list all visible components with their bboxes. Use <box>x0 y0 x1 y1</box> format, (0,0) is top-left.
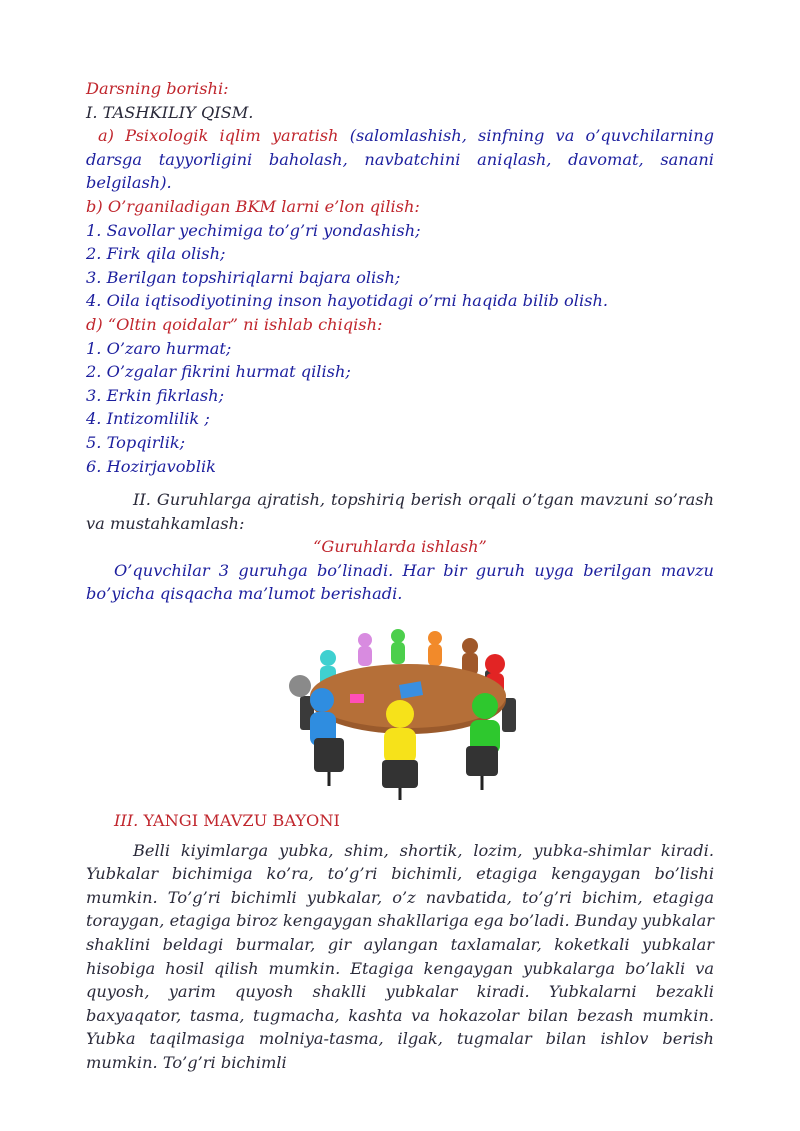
climate-paragraph <box>86 124 714 195</box>
climate-label: a) Psixologik iqlim yaratish <box>98 126 339 146</box>
bkm-item: 2. Firk qila olish; <box>86 244 226 264</box>
bkm-title: b) O’rganiladigan BKM larni e’lon qilish: <box>86 196 420 216</box>
groupwork-title: “Guruhlarda ishlash” <box>313 537 487 557</box>
section-3-title <box>86 809 714 833</box>
round-table-meeting-illustration <box>280 628 520 803</box>
section-3-number: III. <box>114 811 139 831</box>
rules-item: 3. Erkin fikrlash; <box>86 385 225 405</box>
bkm-item: 1. Savollar yechimiga to’g’ri yondashish; <box>86 220 421 240</box>
section-3-heading: YANGI MAVZU BAYONI <box>143 811 340 831</box>
climate-text: (salomlashish, sinfning va o’quvchilarning darsga tayyorligini baholash, navbatchini aniqlash, davomat, sanani belgilash). <box>86 126 714 193</box>
bkm-item: 3. Berilgan topshiriqlarni bajara olish; <box>86 267 401 287</box>
rules-item: 5. Topqirlik; <box>86 432 186 452</box>
rules-title: d) “Oltin qoidalar” ni ishlab chiqish: <box>86 314 383 334</box>
rules-item: 6. Hozirjavoblik <box>86 456 216 476</box>
section-1-title: I. TASHKILIY QISM. <box>86 102 254 122</box>
document-page <box>86 77 714 1075</box>
groupwork-paragraph: O’quvchilar 3 guruhga bo’linadi. Har bir guruh uyga berilgan mavzu bo’yicha qisqacha ma’lumot berishadi. <box>86 560 714 604</box>
rules-item: 4. Intizomlilik ; <box>86 409 210 429</box>
body-paragraph: Belli kiyimlarga yubka, shim, shortik, lozim, yubka-shimlar kiradi. Yubkalar bichimiga ko’ra, to’g’ri bichimli, etagiga kengaygan bo’lishi mumkin. To’g’ri bichimli yubkalar, o’z navbatida, to’g’ri bichim, etagiga toraygan, etagiga biroz kengaygan shakllariga ega bo’ladi. Bunday yubkalar shaklini beldagi burmalar, gir aylangan taxlamalar, koketkali yubkalar hisobiga hosil qilish mumkin. Etagiga kengaygan yubkalarga bo’lakli va quyosh, yarim quyosh shaklli yubkalar kiradi. Yubkalarni bezakli baxyaqator, tasma, tugmacha, kashta va hokazolar bilan bezash mumkin. Yubka taqilmasiga molniya-tasma, ilgak, tugmalar bilan ishlov berish mumkin. To’g’ri bichimli <box>86 840 714 1072</box>
bkm-item: 4. Oila iqtisodiyotining inson hayotidagi o’rni haqida bilib olish. <box>86 291 609 311</box>
rules-item: 1. O’zaro hurmat; <box>86 338 232 358</box>
lesson-heading: Darsning borishi: <box>86 79 229 98</box>
section-2-paragraph: II. Guruhlarga ajratish, topshiriq berish orqali o’tgan mavzuni so’rash va mustahkamlash: <box>86 490 714 533</box>
rules-item: 2. O’zgalar fikrini hurmat qilish; <box>86 362 351 382</box>
